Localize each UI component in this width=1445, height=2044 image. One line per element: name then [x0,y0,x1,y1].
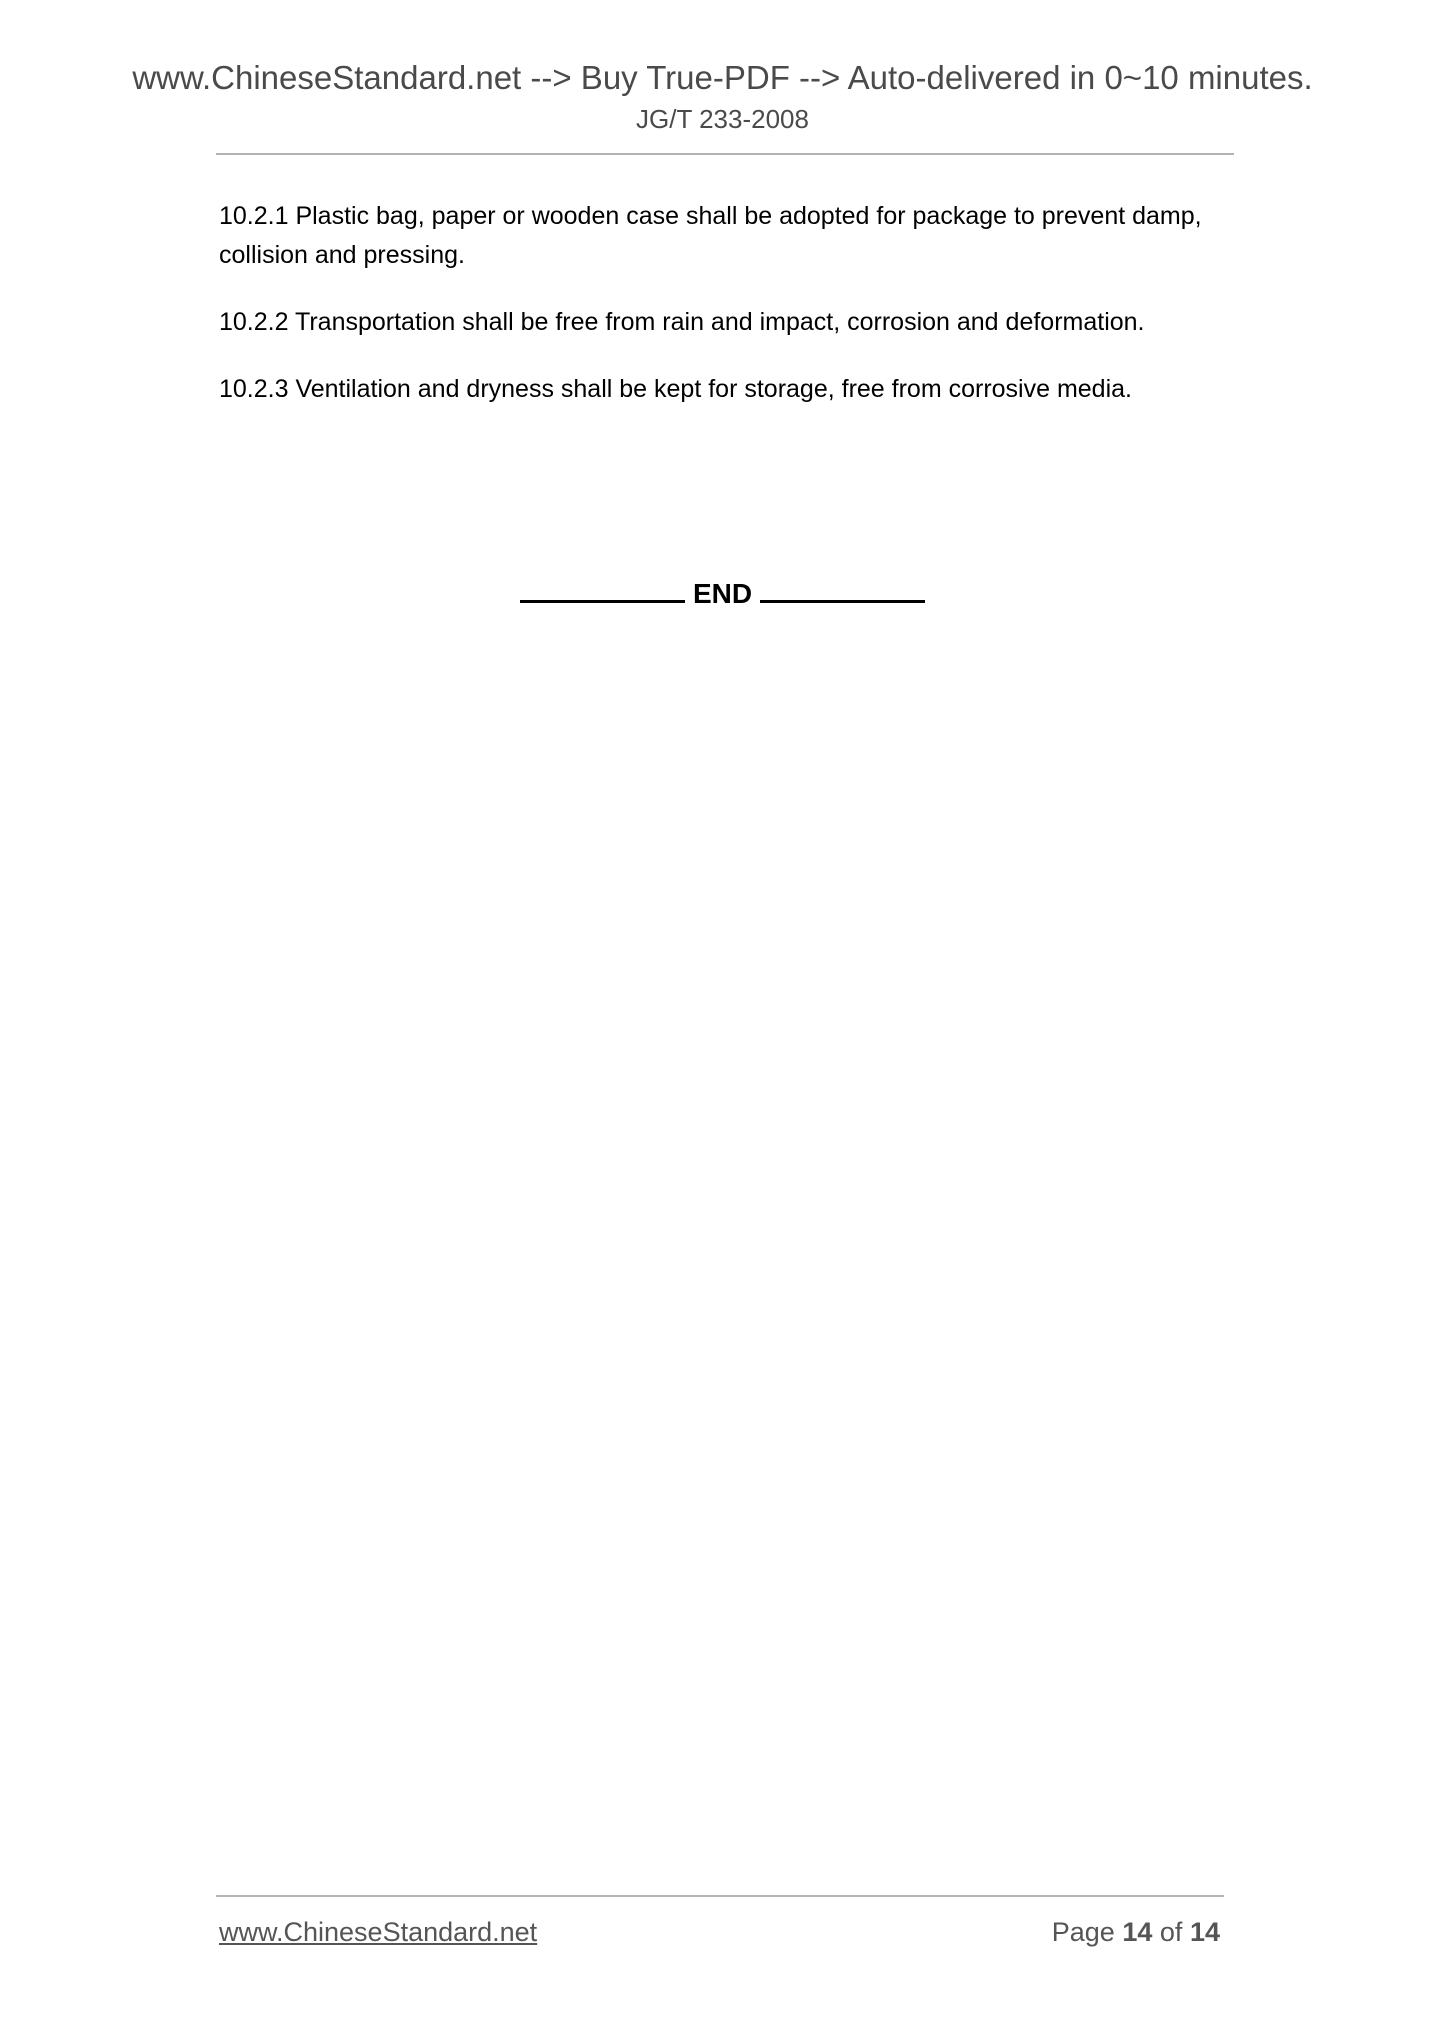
clause-10-2-2: 10.2.2 Transportation shall be free from rain and impact, corrosion and deformation. [219,308,1145,336]
footer-divider [216,1895,1224,1897]
clause-10-2-3: 10.2.3 Ventilation and dryness shall be kept for storage, free from corrosive media. [219,375,1132,403]
page-current: 14 [1122,1917,1153,1947]
header-banner: www.ChineseStandard.net --> Buy True-PDF --> Auto-delivered in 0~10 minutes. [132,59,1313,96]
end-rule-left [520,570,685,603]
end-marker [0,570,1445,614]
document-body [219,197,1234,437]
page-total: 14 [1189,1917,1220,1947]
page-of: of [1159,1917,1183,1947]
end-rule-right [760,570,925,603]
page-word: Page [1051,1917,1115,1947]
end-text: END [692,578,753,609]
clause-10-2-1: 10.2.1 Plastic bag, paper or wooden case shall be adopted for package to prevent damp, collision and pressing. [219,202,1202,269]
site-link[interactable]: www.ChineseStandard.net [219,1917,538,1947]
standard-code: JG/T 233-2008 [636,104,809,134]
header-divider [216,153,1234,155]
page-indicator [1052,1914,1220,1950]
